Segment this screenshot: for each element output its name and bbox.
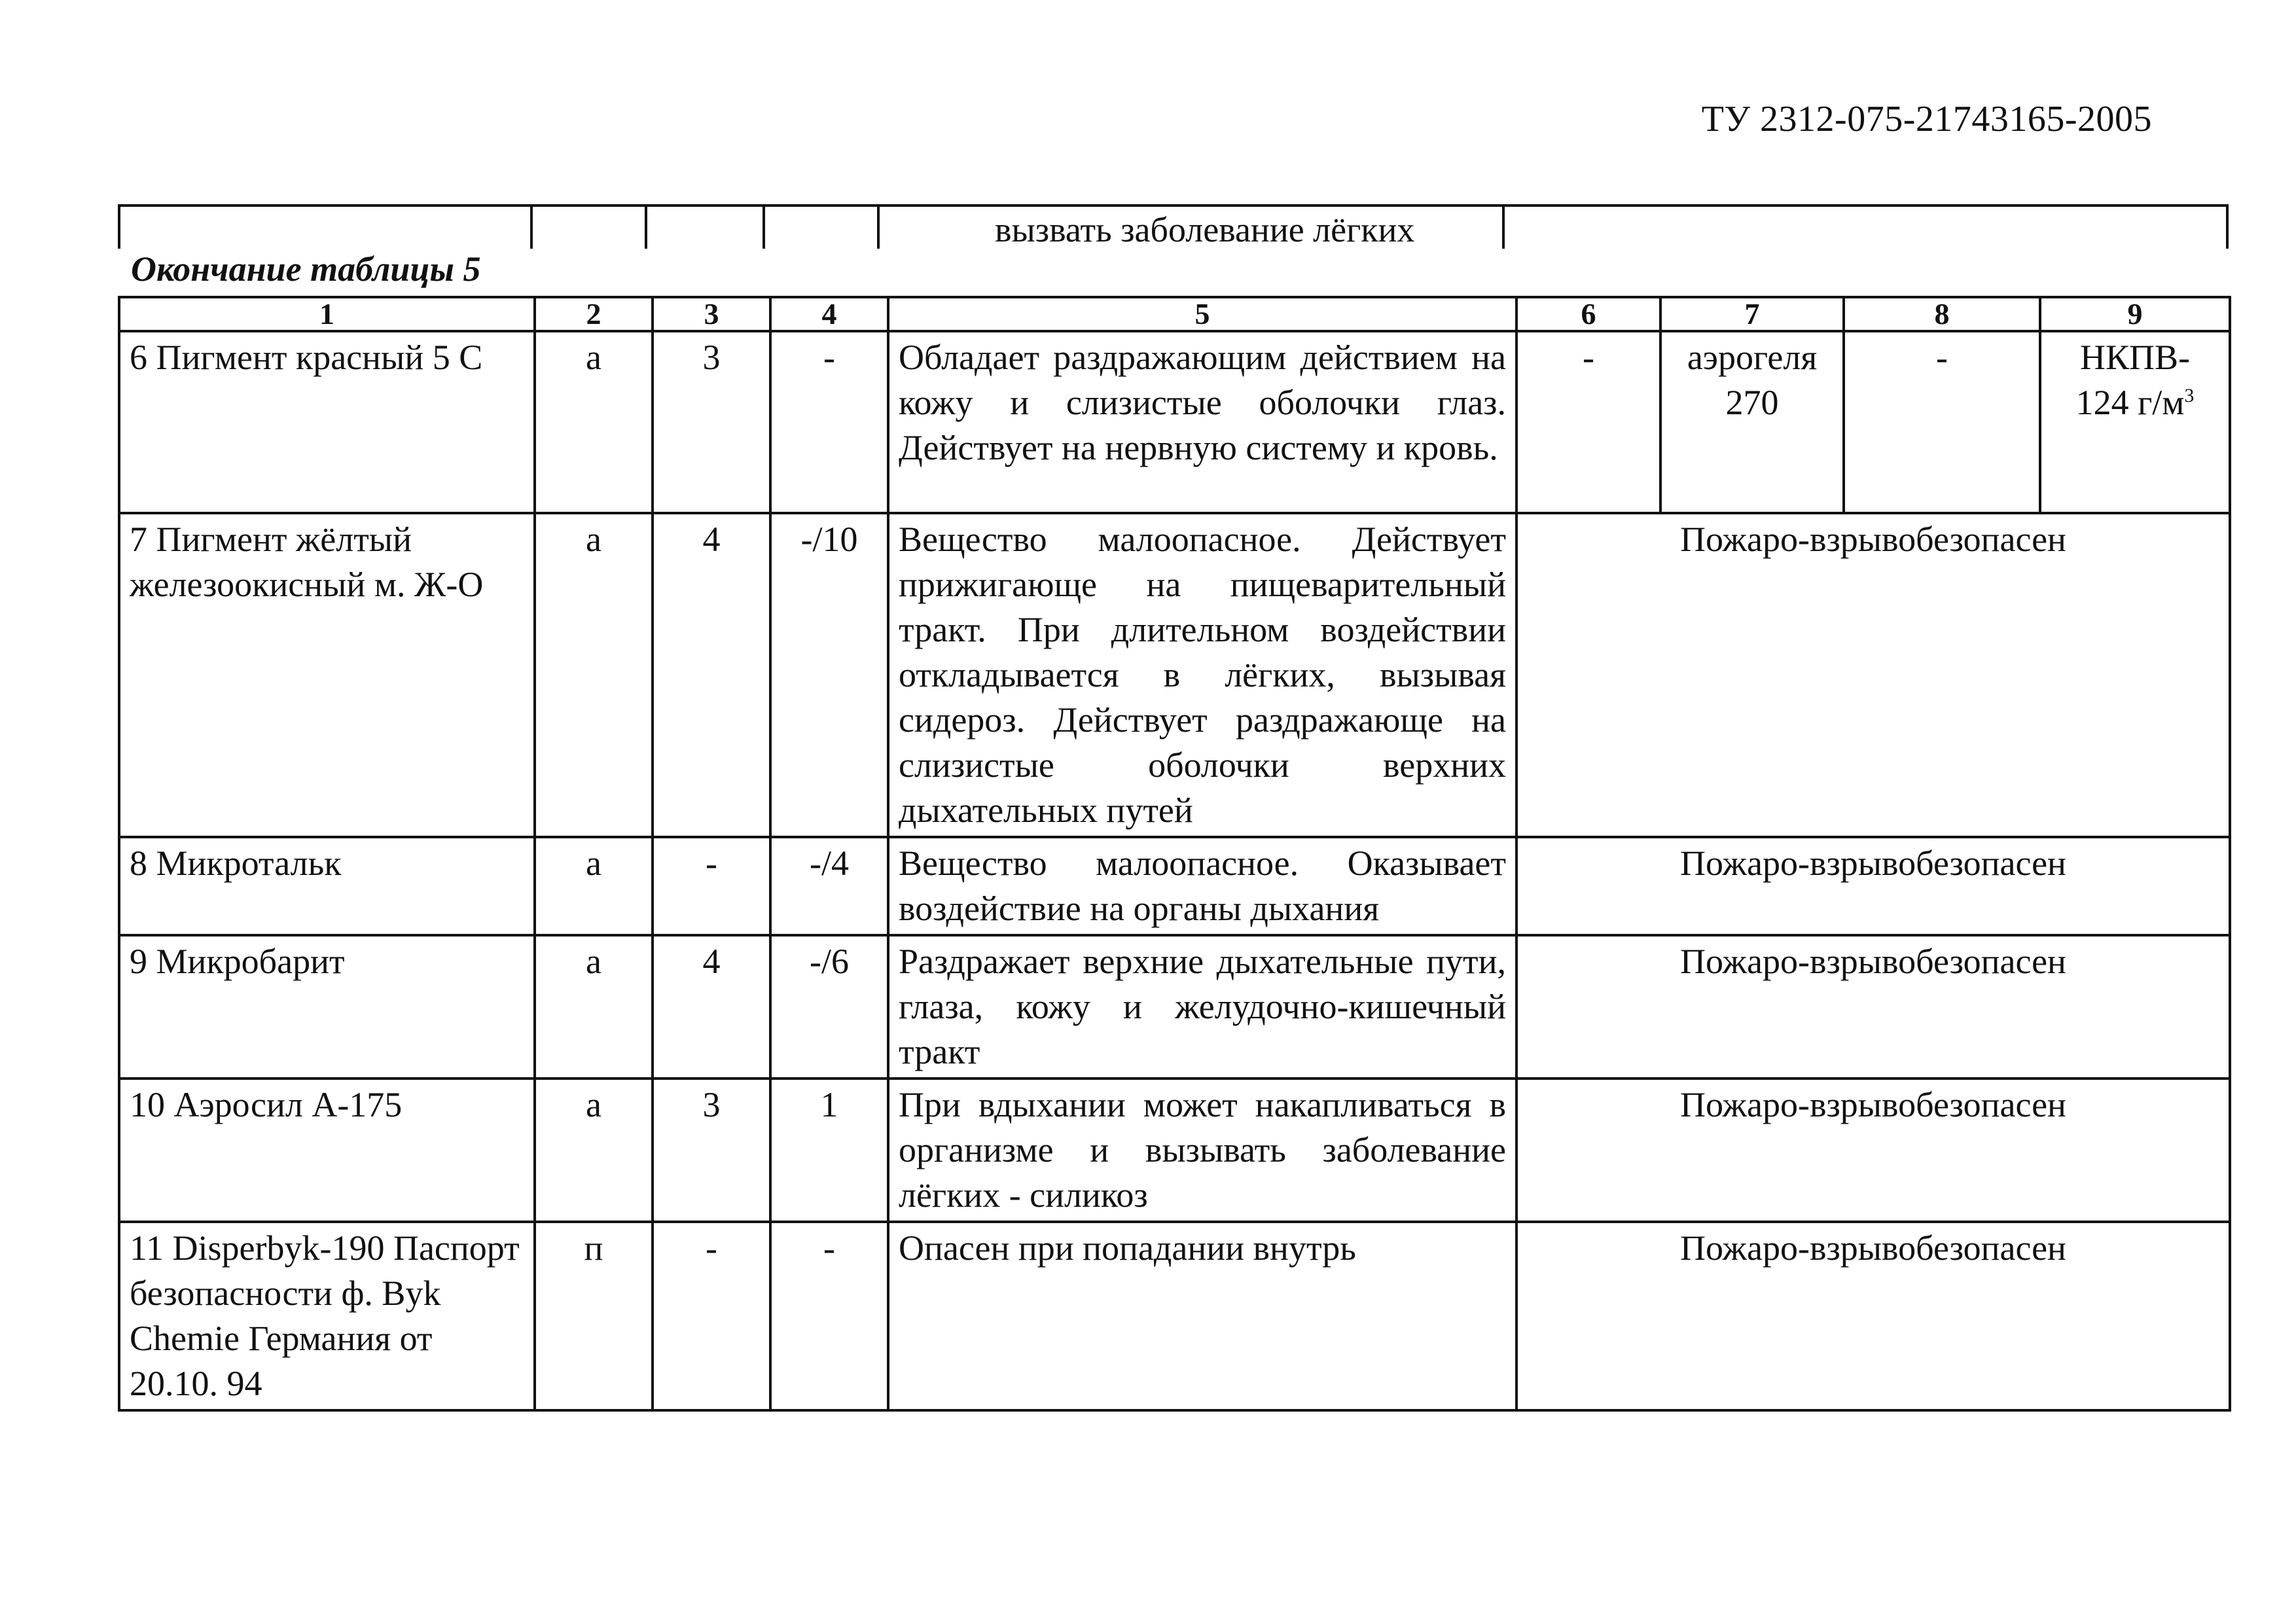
cell-effect: Вещество малоопасное. Оказывает воздействие на органы дыхания (888, 837, 1516, 935)
table-row (119, 513, 2230, 837)
cell-hazard-class: - (653, 1222, 770, 1410)
column-header: 1 (119, 297, 535, 331)
column-header: 2 (535, 297, 653, 331)
column-divider (877, 207, 880, 249)
substance-name: 7 Пигмент жёлтый железоокисный м. Ж-О (119, 513, 535, 837)
cell-hazard-class: 3 (653, 331, 770, 513)
table-caption: Окончание таблицы 5 (131, 249, 481, 289)
cell-hazard-class: 4 (653, 935, 770, 1079)
cell-effect: Опасен при попадании внутрь (888, 1222, 1516, 1410)
cell-effect: При вдыхании может накапливаться в организме и вызывать заболевание лёгких - силикоз (888, 1079, 1516, 1222)
previous-row-text: вызвать заболевание лёгких (995, 210, 1415, 249)
column-header: 5 (888, 297, 1516, 331)
cell-fire-hazard: Пожаро-взрывобезопасен (1516, 1079, 2230, 1222)
column-header: 9 (2040, 297, 2230, 331)
nkpv-value: НКПВ- 124 г/м (2075, 338, 2190, 422)
table-row (119, 837, 2230, 935)
cell-fire-hazard: Пожаро-взрывобезопасен (1516, 837, 2230, 935)
cell-limit: -/10 (770, 513, 888, 837)
cell-limit: -/6 (770, 935, 888, 1079)
hazard-table (118, 296, 2231, 1412)
cell-col6: - (1516, 331, 1660, 513)
cell-hazard-class: - (653, 837, 770, 935)
cell-limit: -/4 (770, 837, 888, 935)
cell-class: а (535, 331, 653, 513)
substance-name: 6 Пигмент красный 5 С (119, 331, 535, 513)
cell-col7: аэрогеля 270 (1660, 331, 1844, 513)
nkpv-unit-exponent: 3 (2184, 385, 2195, 406)
table-row (119, 935, 2230, 1079)
substance-name: 8 Микротальк (119, 837, 535, 935)
cell-effect: Раздражает верхние дыхательные пути, глаза, кожу и желудочно-кишечный тракт (888, 935, 1516, 1079)
cell-effect: Обладает раздражающим действием на кожу и слизистые оболочки глаз. Действует на нервную систему и кровь. (888, 331, 1516, 513)
cell-col9 (2040, 331, 2230, 513)
table-row (119, 1222, 2230, 1410)
previous-page-row (118, 204, 2229, 249)
cell-limit: - (770, 331, 888, 513)
document-code: ТУ 2312-075-21743165-2005 (1701, 99, 2152, 139)
column-divider (762, 207, 765, 249)
cell-col8: - (1844, 331, 2040, 513)
cell-class: а (535, 513, 653, 837)
column-header: 4 (770, 297, 888, 331)
column-divider (118, 207, 120, 249)
substance-name: 10 Аэросил А-175 (119, 1079, 535, 1222)
cell-hazard-class: 3 (653, 1079, 770, 1222)
column-divider (2226, 207, 2229, 249)
cell-limit: 1 (770, 1079, 888, 1222)
cell-effect: Вещество малоопасное. Действует прижигающе на пищеварительный тракт. При длительном воздействии откладывается в лёгких, вызывая сидероз. Действует раздражающе на слизистые оболочки верхних дыхательных путей (888, 513, 1516, 837)
column-header: 8 (1844, 297, 2040, 331)
cell-class: а (535, 837, 653, 935)
column-divider (1502, 207, 1505, 249)
cell-class: а (535, 935, 653, 1079)
cell-hazard-class: 4 (653, 513, 770, 837)
column-header: 3 (653, 297, 770, 331)
column-divider (645, 207, 647, 249)
cell-limit: - (770, 1222, 888, 1410)
cell-fire-hazard: Пожаро-взрывобезопасен (1516, 935, 2230, 1079)
cell-fire-hazard: Пожаро-взрывобезопасен (1516, 1222, 2230, 1410)
cell-class: а (535, 1079, 653, 1222)
substance-name: 9 Микробарит (119, 935, 535, 1079)
header-row (119, 297, 2230, 331)
column-header: 6 (1516, 297, 1660, 331)
column-header: 7 (1660, 297, 1844, 331)
column-divider (530, 207, 533, 249)
table-row (119, 1079, 2230, 1222)
cell-class: п (535, 1222, 653, 1410)
table-row (119, 331, 2230, 513)
cell-fire-hazard: Пожаро-взрывобезопасен (1516, 513, 2230, 837)
substance-name: 11 Disperbyk-190 Паспорт безопасности ф. Byk Chemie Германия от 20.10. 94 (119, 1222, 535, 1410)
